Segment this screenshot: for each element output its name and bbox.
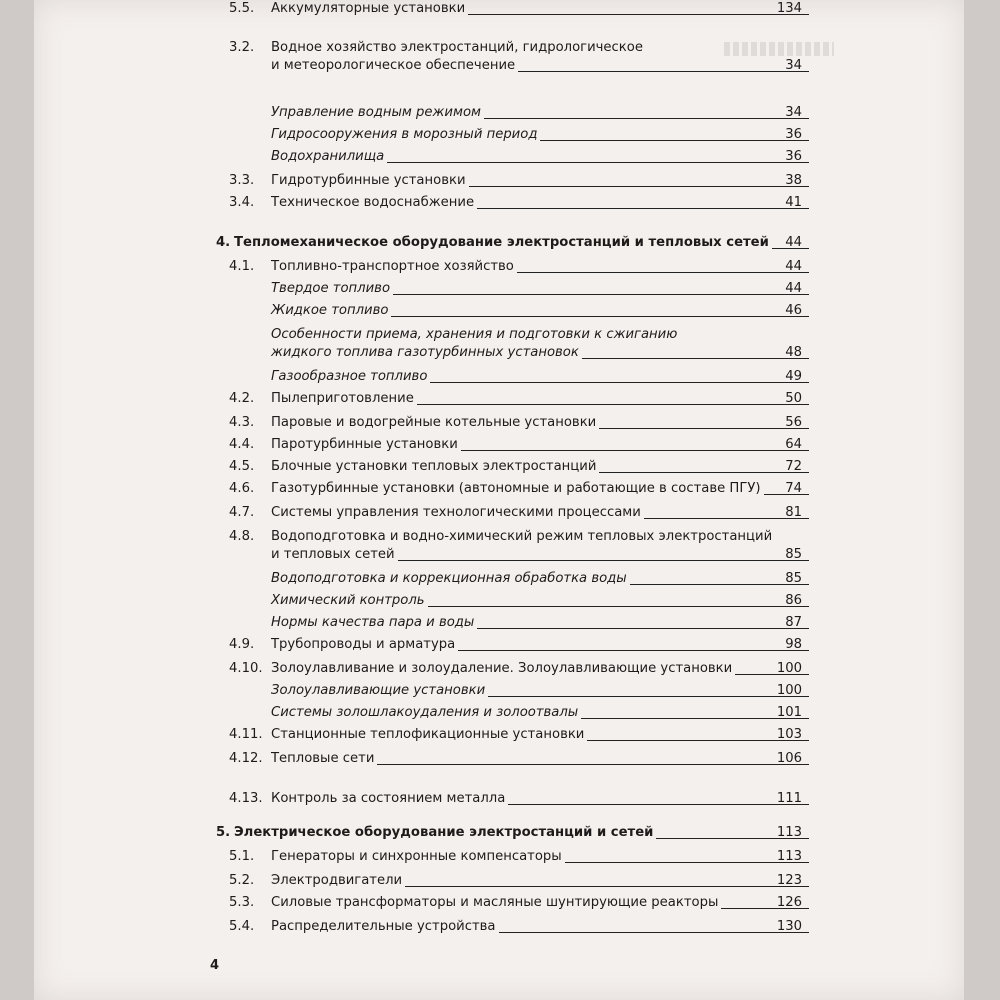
toc-page-number: 44 <box>785 281 802 296</box>
toc-page-number: 34 <box>785 105 802 120</box>
toc-page-number: 87 <box>785 615 802 630</box>
toc-title <box>271 750 809 768</box>
toc-title <box>271 872 809 890</box>
toc-title <box>271 570 809 588</box>
toc-number: 4.8. <box>229 529 255 544</box>
table-of-contents <box>34 0 964 1000</box>
toc-title <box>271 39 809 75</box>
toc-page-number: 101 <box>776 705 802 720</box>
toc-page-number: 106 <box>776 751 802 766</box>
toc-number: 4.1. <box>229 259 255 274</box>
toc-page-number: 126 <box>776 895 802 910</box>
toc-number: 3.2. <box>229 40 255 55</box>
toc-title <box>271 414 809 432</box>
toc-number: 4.6. <box>229 481 255 496</box>
toc-title-text: Водохранилища <box>271 149 385 164</box>
leader-line <box>508 804 809 805</box>
leader-line <box>477 628 809 629</box>
leader-line <box>599 472 809 473</box>
toc-number: 4.5. <box>229 459 255 474</box>
toc-page-number: 100 <box>776 683 802 698</box>
toc-number: 4.9. <box>229 637 255 652</box>
leader-line <box>630 584 809 585</box>
toc-title-text: Особенности приема, хранения и подготовки к сжиганию <box>271 327 678 342</box>
toc-page-number: 56 <box>785 415 802 430</box>
leader-line <box>599 428 809 429</box>
toc-number: 4.11. <box>229 727 263 742</box>
toc-title-text: Контроль за состоянием металла <box>271 791 506 806</box>
leader-line <box>565 862 809 863</box>
toc-title <box>271 528 809 564</box>
toc-title <box>271 280 809 298</box>
toc-number: 4.12. <box>229 751 263 766</box>
toc-number: 4.4. <box>229 437 255 452</box>
toc-title <box>271 636 809 654</box>
leader-line <box>377 764 809 765</box>
toc-number: 5.4. <box>229 919 255 934</box>
leader-line <box>540 140 809 141</box>
leader-line <box>391 316 809 317</box>
toc-title-text: Аккумуляторные установки <box>271 1 466 16</box>
toc-title <box>271 172 809 190</box>
toc-title-text: и метеорологическое обеспечение <box>271 58 516 73</box>
toc-title-text: Распределительные устройства <box>271 919 496 934</box>
toc-title <box>271 682 809 700</box>
toc-number: 4. <box>216 235 231 250</box>
toc-page-number: 111 <box>776 791 802 806</box>
leader-line <box>587 740 809 741</box>
toc-title-text: жидкого топлива газотурбинных установок <box>271 345 579 360</box>
toc-title-text: Газотурбинные установки (автономные и работающие в составе ПГУ) <box>271 481 761 496</box>
toc-title <box>271 592 809 610</box>
leader-line <box>428 606 809 607</box>
toc-title-text: Блочные установки тепловых электростанций <box>271 459 597 474</box>
leader-line <box>582 358 809 359</box>
toc-title <box>271 104 809 122</box>
toc-page-number: 64 <box>785 437 802 452</box>
toc-title <box>271 148 809 166</box>
toc-title-text: Водоподготовка и водно-химический режим тепловых электростанций <box>271 529 773 544</box>
toc-page-number: 74 <box>785 481 802 496</box>
toc-number: 4.2. <box>229 391 255 406</box>
toc-page-number: 123 <box>776 873 802 888</box>
toc-title-text: Трубопроводы и арматура <box>271 637 456 652</box>
leader-line <box>417 404 809 405</box>
toc-title-text: Химический контроль <box>271 593 425 608</box>
toc-title-text: Тепломеханическое оборудование электростанций и тепловых сетей <box>234 235 769 250</box>
toc-page-number: 46 <box>785 303 802 318</box>
toc-title-text: Золоулавливающие установки <box>271 683 486 698</box>
toc-title-text: Газообразное топливо <box>271 369 428 384</box>
toc-title-text: Водоподготовка и коррекционная обработка воды <box>271 571 627 586</box>
toc-title-text: Топливно-транспортное хозяйство <box>271 259 514 274</box>
toc-page-number: 100 <box>776 661 802 676</box>
toc-title-text: Гидросооружения в морозный период <box>271 127 538 142</box>
leader-line <box>484 118 809 119</box>
toc-page-number: 98 <box>785 637 802 652</box>
toc-title <box>271 0 809 18</box>
toc-page-number: 38 <box>785 173 802 188</box>
leader-line <box>517 272 809 273</box>
toc-page-number: 86 <box>785 593 802 608</box>
toc-title-text: Пылеприготовление <box>271 391 414 406</box>
toc-title <box>271 918 809 936</box>
toc-title <box>271 368 809 386</box>
toc-title-text: Управление водным режимом <box>271 105 481 120</box>
toc-page-number: 113 <box>776 849 802 864</box>
leader-line <box>488 696 809 697</box>
leader-line <box>644 518 809 519</box>
leader-line <box>398 560 809 561</box>
toc-number: 4.7. <box>229 505 255 520</box>
toc-title-text: Нормы качества пара и воды <box>271 615 475 630</box>
toc-page-number: 130 <box>776 919 802 934</box>
toc-page-number: 41 <box>785 195 802 210</box>
toc-title <box>271 790 809 808</box>
toc-page-number: 85 <box>785 547 802 562</box>
toc-title <box>271 614 809 632</box>
toc-title <box>271 894 809 912</box>
leader-line <box>469 186 809 187</box>
leader-line <box>458 650 809 651</box>
toc-title <box>271 126 809 144</box>
toc-page-number: 36 <box>785 127 802 142</box>
toc-title-text: Станционные теплофикационные установки <box>271 727 585 742</box>
toc-title <box>271 704 809 722</box>
toc-title <box>234 234 809 252</box>
toc-title <box>271 458 809 476</box>
toc-title <box>271 848 809 866</box>
toc-title-text: Силовые трансформаторы и масляные шунтирующие реакторы <box>271 895 719 910</box>
toc-title-text: Гидротурбинные установки <box>271 173 466 188</box>
toc-page-number: 50 <box>785 391 802 406</box>
toc-page-number: 49 <box>785 369 802 384</box>
toc-title-text: Золоулавливание и золоудаление. Золоулавливающие установки <box>271 661 733 676</box>
toc-number: 4.10. <box>229 661 263 676</box>
toc-number: 5.2. <box>229 873 255 888</box>
toc-number: 5.1. <box>229 849 255 864</box>
book-page <box>34 0 964 1000</box>
toc-number: 4.3. <box>229 415 255 430</box>
leader-line <box>430 382 809 383</box>
toc-page-number: 134 <box>776 1 802 16</box>
toc-title-text: Жидкое топливо <box>271 303 389 318</box>
toc-title-text: Паровые и водогрейные котельные установки <box>271 415 597 430</box>
toc-title <box>271 726 809 744</box>
toc-page-number: 44 <box>785 259 802 274</box>
page-number: 4 <box>210 958 220 973</box>
toc-page-number: 36 <box>785 149 802 164</box>
toc-number: 4.13. <box>229 791 263 806</box>
toc-title <box>271 326 809 362</box>
leader-line <box>387 162 809 163</box>
toc-title <box>271 258 809 276</box>
leader-line <box>581 718 809 719</box>
toc-title-text: Системы золошлакоудаления и золоотвалы <box>271 705 579 720</box>
leader-line <box>477 208 809 209</box>
toc-title-text: Водное хозяйство электростанций, гидрологическое <box>271 40 643 55</box>
toc-number: 5.5. <box>229 1 255 16</box>
toc-number: 3.3. <box>229 173 255 188</box>
toc-page-number: 103 <box>776 727 802 742</box>
leader-line <box>518 71 809 72</box>
toc-number: 5.3. <box>229 895 255 910</box>
toc-title <box>271 504 809 522</box>
toc-title <box>271 390 809 408</box>
leader-line <box>393 294 809 295</box>
toc-title-text: Тепловые сети <box>271 751 375 766</box>
toc-page-number: 85 <box>785 571 802 586</box>
toc-number: 3.4. <box>229 195 255 210</box>
toc-title-text: Системы управления технологическими процессами <box>271 505 641 520</box>
toc-title-text: Электрическое оборудование электростанций и сетей <box>234 825 654 840</box>
toc-page-number: 113 <box>776 825 802 840</box>
toc-page-number: 81 <box>785 505 802 520</box>
leader-line <box>405 886 809 887</box>
toc-page-number: 44 <box>785 235 802 250</box>
toc-title <box>271 436 809 454</box>
toc-title <box>271 660 809 678</box>
leader-line <box>461 450 809 451</box>
toc-page-number: 48 <box>785 345 802 360</box>
leader-line <box>499 932 810 933</box>
toc-title-text: Генераторы и синхронные компенсаторы <box>271 849 562 864</box>
toc-title <box>271 480 809 498</box>
toc-number: 5. <box>216 825 231 840</box>
toc-page-number: 34 <box>785 58 802 73</box>
toc-title <box>271 302 809 320</box>
toc-title-text: Твердое топливо <box>271 281 391 296</box>
toc-title <box>271 194 809 212</box>
leader-line <box>468 14 809 15</box>
toc-page-number: 72 <box>785 459 802 474</box>
toc-title-text: и тепловых сетей <box>271 547 395 562</box>
toc-title-text: Техническое водоснабжение <box>271 195 475 210</box>
toc-title-text: Паротурбинные установки <box>271 437 458 452</box>
toc-title <box>234 824 809 842</box>
toc-title-text: Электродвигатели <box>271 873 403 888</box>
